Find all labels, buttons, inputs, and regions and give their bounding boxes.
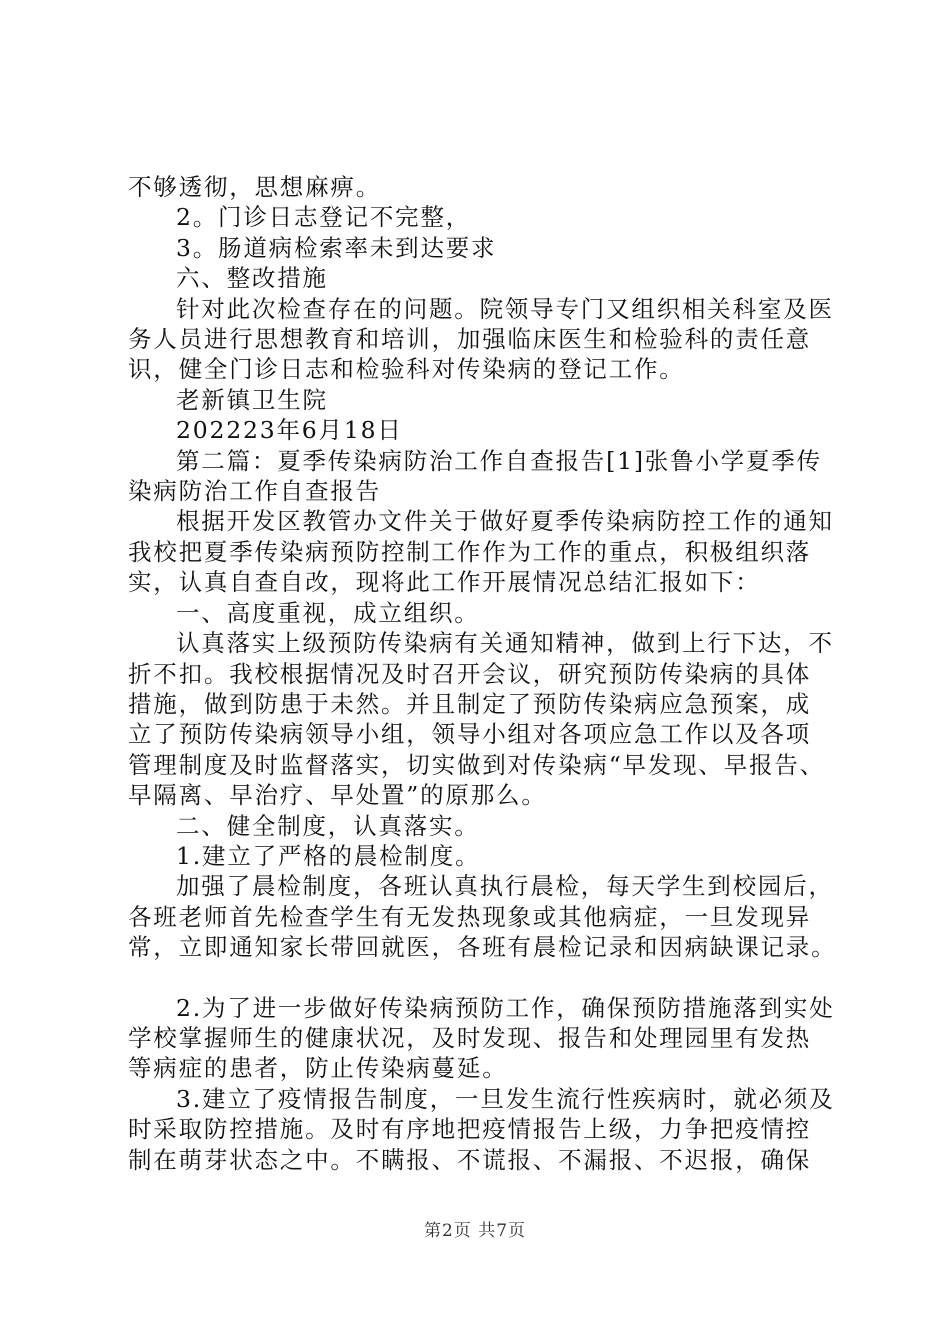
text-line: 根据开发区教管办文件关于做好夏季传染病防控工作的通知: [176, 507, 834, 536]
text-line: 3.建立了疫情报告制度，一旦发生流行性疾病时，就必须及: [176, 1084, 835, 1113]
text-line: 常，立即通知家长带回就医，各班有晨检记录和因病缺课记录。: [128, 933, 837, 962]
text-line: 3。肠道病检索率未到达要求: [176, 233, 497, 262]
section-heading: 六、整改措施: [176, 264, 328, 293]
chapter-title-continued: 染病防治工作自查报告: [128, 477, 381, 506]
section-heading: 二、健全制度，认真落实。: [176, 811, 480, 840]
text-line: 制在萌芽状态之中。不瞒报、不谎报、不漏报、不迟报，确保: [128, 1145, 812, 1174]
text-line: 不够透彻，思想麻痹。: [128, 173, 381, 201]
signature-organization: 老新镇卫生院: [176, 385, 328, 414]
text-line: 等病症的患者，防止传染病蔓延。: [128, 1054, 508, 1083]
signature-date: 202223年6月18日: [176, 416, 403, 445]
chapter-title: 第二篇：夏季传染病防治工作自查报告[1]张鲁小学夏季传: [176, 446, 822, 475]
text-line: 早隔离、早治疗、早处置”的原那么。: [128, 781, 547, 810]
text-line: 实，认真自查自改，现将此工作开展情况总结汇报如下：: [128, 568, 761, 597]
text-line: 识，健全门诊日志和检验科对传染病的登记工作。: [128, 355, 685, 384]
text-line: 学校掌握师生的健康状况，及时发现、报告和处理园里有发热: [128, 1023, 812, 1052]
text-line: 针对此次检查存在的问题。院领导专门又组织相关科室及医: [176, 294, 834, 323]
text-line: 2.为了进一步做好传染病预防工作，确保预防措施落到实处: [176, 993, 835, 1022]
text-line: 立了预防传染病领导小组，领导小组对各项应急工作以及各项: [128, 720, 812, 749]
text-line: 各班老师首先检查学生有无发热现象或其他病症，一旦发现异: [128, 902, 812, 931]
document-body: [128, 172, 837, 1175]
text-line: 2。门诊日志登记不完整，: [176, 203, 472, 232]
text-line: 加强了晨检制度，各班认真执行晨检，每天学生到校园后，: [176, 872, 834, 901]
text-line: 时采取防控措施。及时有序地把疫情报告上级，力争把疫情控: [128, 1115, 812, 1144]
text-line: 措施，做到防患于未然。并且制定了预防传染病应急预案，成: [128, 689, 812, 718]
text-line: 1.建立了严格的晨检制度。: [176, 841, 481, 870]
paragraph-gap: [128, 963, 828, 993]
text-line: 管理制度及时监督落实，切实做到对传染病“早发现、早报告、: [128, 750, 825, 779]
text-line: 务人员进行思想教育和培训，加强临床医生和检验科的责任意: [128, 325, 812, 354]
section-heading: 一、高度重视，成立组织。: [176, 598, 480, 627]
text-line: 认真落实上级预防传染病有关通知精神，做到上行下达，不: [176, 629, 834, 658]
text-line: 折不扣。我校根据情况及时召开会议，研究预防传染病的具体: [128, 659, 812, 688]
text-line: 我校把夏季传染病预防控制工作作为工作的重点，积极组织落: [128, 537, 812, 566]
page-footer: 第2页 共7页: [423, 1221, 527, 1241]
